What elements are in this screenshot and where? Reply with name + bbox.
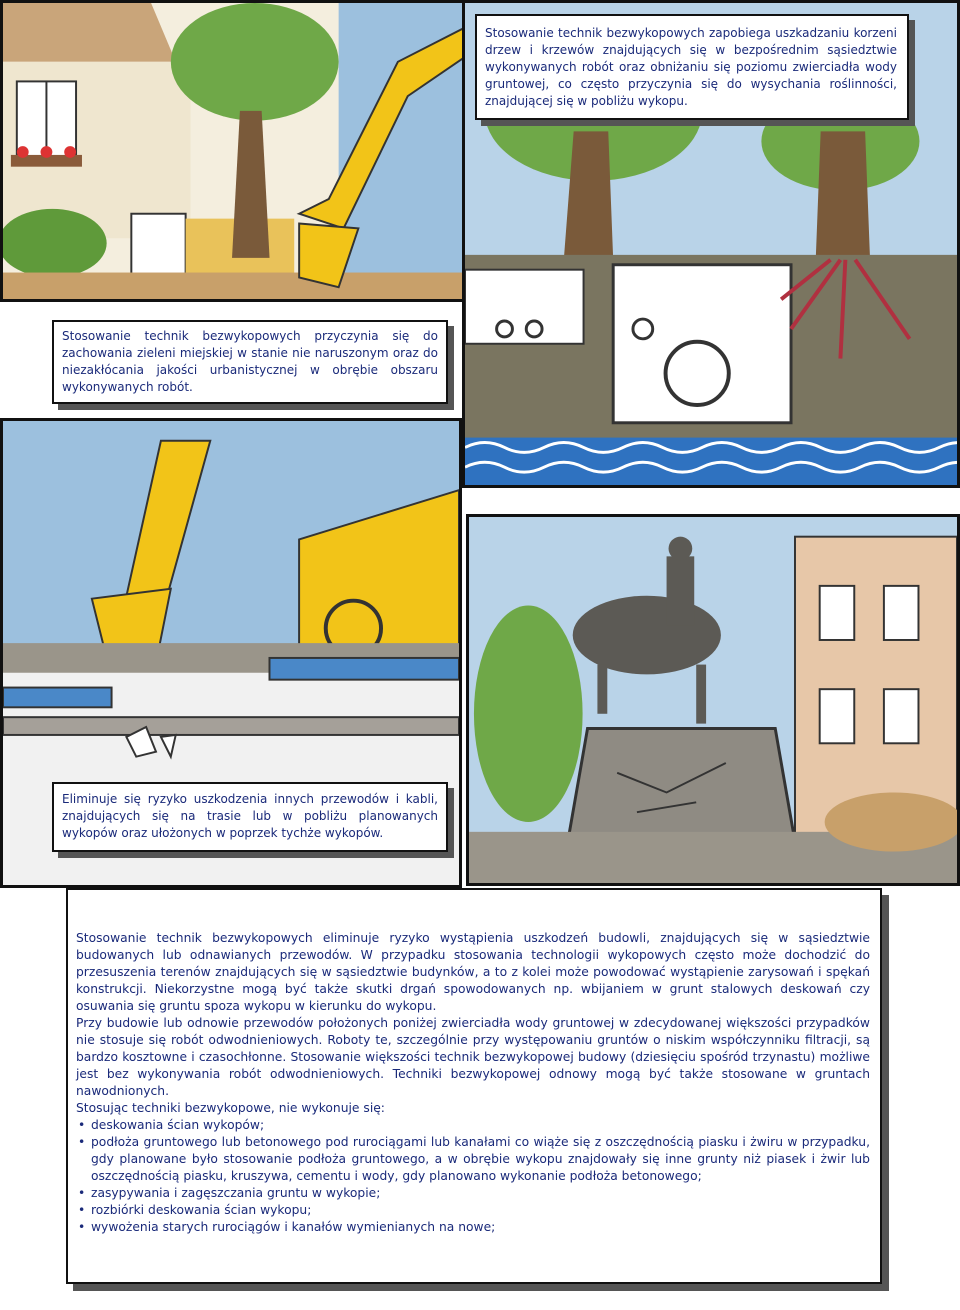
illustration-statue-buildings [466, 514, 960, 886]
bullet-item: • zasypywania i zagęszczania gruntu w wykopie; [76, 1185, 870, 1202]
callout-cable-damage [52, 782, 448, 852]
callout-tree-roots [475, 14, 909, 120]
callout-tree-roots-text: Stosowanie technik bezwykopowych zapobiega uszkadzaniu korzeni drzew i krzewów znajdujących się w bezpośrednim sąsiedztwie wykonywanych robót oraz obniżaniu się poziomu zwierciadła wody gruntowej, co często przyczynia się do wysychania roślinności, znajdującej się w pobliżu wykopu. [485, 26, 897, 108]
main-paragraph-2: Przy budowie lub odnowie przewodów położonych poniżej zwierciadła wody gruntowej w zdecydowanej większości przypadków nie stosuje się robót odwodnieniowych. Roboty te, szczególnie przy występowaniu gruntów o niskim współczynniku filtracji, są bardzo kosztowne i czasochłonne. Stosowanie większości technik bezwykopowej budowy (dziesięciu spośród trzynastu) możliwe jest bez wykonywania robót odwodnieniowych. Techniki bezwykopowej odnowy mogą być także stosowane w gruntach nawodnionych. [76, 1016, 870, 1098]
main-paragraph-3: Stosując techniki bezwykopowe, nie wykonuje się: [76, 1101, 385, 1115]
bullet-item: • podłoża gruntowego lub betonowego pod rurociągami lub kanałami co wiąże się z oszczędnością piasku i żwiru w przypadku, gdy planowane było stosowanie podłoża gruntowego, a w obrębie wykopu znajdowały się inne grunty niż piasek i żwir lub oszczędnością piasku, kruszywa, cementu i wody, gdy planowano wykonanie podłoża betonowego; [76, 1134, 870, 1185]
bullet-item: • wywożenia starych rurociągów i kanałów wymienianych na nowe; [76, 1219, 870, 1236]
illustration-house-excavator [0, 0, 468, 302]
bullet-item: • rozbiórki deskowania ścian wykopu; [76, 1202, 870, 1219]
callout-cable-damage-text: Eliminuje się ryzyko uszkodzenia innych przewodów i kabli, znajdujących się na trasie lub w pobliżu planowanych wykopów oraz ułożonych w poprzek tychże wykopów. [62, 792, 438, 840]
main-text-box [66, 888, 882, 1284]
bullet-list [76, 1117, 870, 1236]
callout-urban-greenery-text: Stosowanie technik bezwykopowych przyczynia się do zachowania zieleni miejskiej w stanie nie naruszonym oraz do niezakłócania jakości urbanistycznej w obrębie obszaru wykonywanych robót. [62, 329, 438, 394]
bullet-item: • deskowania ścian wykopów; [76, 1117, 870, 1134]
main-paragraph-1: Stosowanie technik bezwykopowych eliminuje ryzyko wystąpienia uszkodzeń budowli, znajdujących się w sąsiedztwie budowanych lub odnawianych przewodów. W przypadku stosowania technologii wykopowych często może dochodzić do przesuszenia terenów znajdujących się w sąsiedztwie budynków, a to z kolei może powodować wystąpienie zarysowań i spękań konstrukcji. Niekorzystne mogą być także skutki drgań spowodowanych np. wbijaniem w grunt stalowych deskowań czy osuwania się gruntu spoza wykopu w kierunku do wykopu. [76, 931, 870, 1013]
callout-urban-greenery [52, 320, 448, 404]
